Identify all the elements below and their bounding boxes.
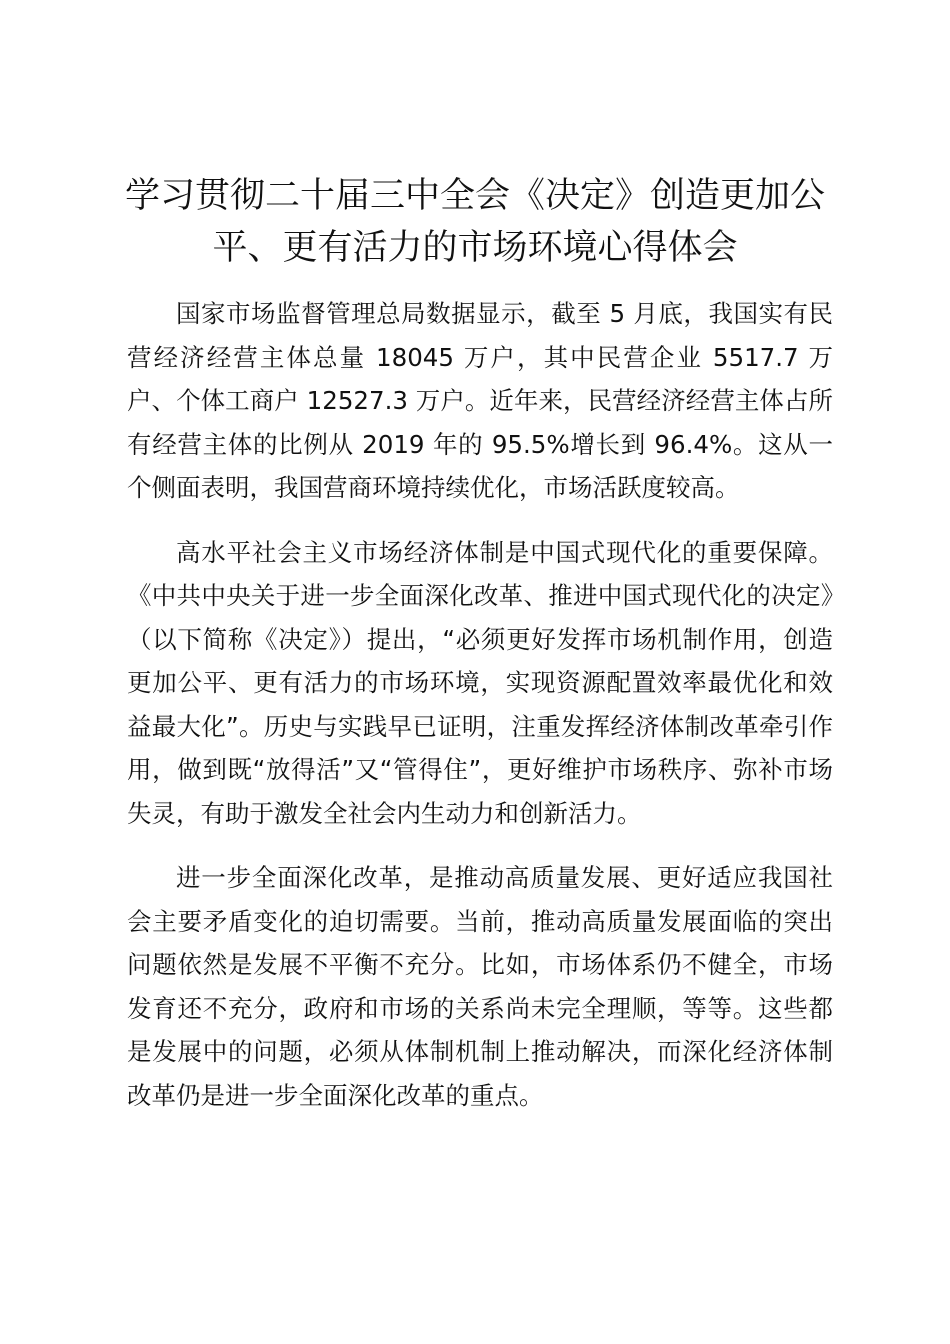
document-title: 学习贯彻二十届三中全会《决定》创造更加公平、更有活力的市场环境心得体会	[124, 176, 825, 268]
paragraph-3: 进一步全面深化改革，是推动高质量发展、更好适应我国社会主要矛盾变化的迫切需要。当前，推动高质量发展面临的突出问题依然是发展不平衡不充分。比如，市场体系仍不健全，市场发育还不充分，政府和市场的关系尚未完全理顺，等等。这些都是发展中的问题，必须从体制机制上推动解决，而深化经济体制改革仍是进一步全面深化改革的重点。	[127, 863, 833, 1110]
document-body	[127, 292, 833, 1138]
paragraph-2: 高水平社会主义市场经济体制是中国式现代化的重要保障。《中共中央关于进一步全面深化改革、推进中国式现代化的决定》（以下简称《决定》）提出，“必须更好发挥市场机制作用，创造更加公平、更有活力的市场环境，实现资源配置效率最优化和效益最大化”。历史与实践早已证明，注重发挥经济体制改革牵引作用，做到既“放得活”又“管得住”，更好维护市场秩序、弥补市场失灵，有助于激发全社会内生动力和创新活力。	[127, 537, 833, 828]
paragraph-1: 国家市场监督管理总局数据显示，截至 5 月底，我国实有民营经济经营主体总量 18045 万户，其中民营企业 5517.7 万户、个体工商户 12527.3 万户。近年来，民营经济经营主体占所有经营主体的比例从 2019 年的 95.5%增长到 96.4%。这从一个侧面表明，我国营商环境持续优化，市场活跃度较高。	[127, 299, 833, 502]
